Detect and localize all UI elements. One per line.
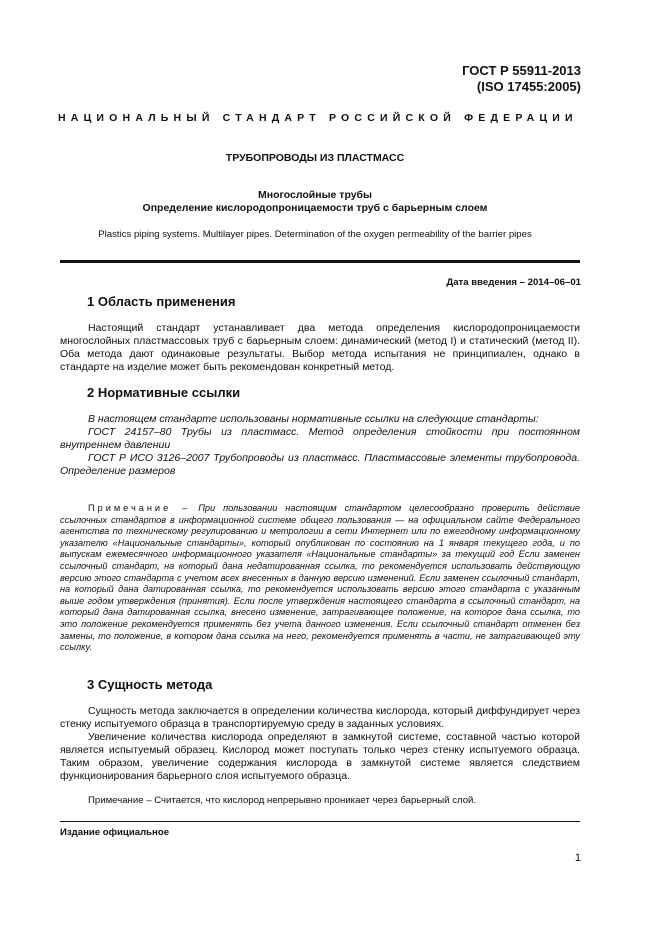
national-standard-banner: НАЦИОНАЛЬНЫЙ СТАНДАРТ РОССИЙСКОЙ ФЕДЕРАЦИИ [58, 112, 578, 124]
section-3-paragraph-1: Сущность метода заключается в определении количества кислорода, который диффундирует через стенку испытуемого образца в транспортируемую среду в заданных условиях. [60, 705, 580, 730]
note-text: – Считается, что кислород непрерывно проникает через барьерный слой. [143, 795, 477, 806]
section-3-paragraph-2: Увеличение количества кислорода определяют в замкнутой системе, составной частью которой является испытуемый образец. Кислород может поступать только через стенку испытуемого образца. Таким образом, увеличение содержания кислорода в замкнутой системе является следствием функционирования барьерного слоя испытуемого образца. [60, 731, 580, 782]
standard-code: ГОСТ Р 55911-2013 [462, 63, 581, 78]
reference-gost-24157: ГОСТ 24157–80 Трубы из пластмасс. Метод определения стойкости при постоянном внутреннем давлении [60, 426, 580, 451]
official-edition: Издание официальное [60, 827, 170, 838]
section-1-heading: 1 Область применения [87, 294, 236, 309]
section-3-heading: 3 Сущность метода [87, 677, 213, 692]
iso-code: (ISO 17455:2005) [476, 79, 581, 94]
english-title: Plastics piping systems. Multilayer pipes. Determination of the oxygen permeability of the barrier pipes [98, 229, 532, 240]
footer-divider [60, 821, 580, 822]
section-2-intro: В настоящем стандарте использованы нормативные ссылки на следующие стандарты: [88, 413, 539, 425]
document-subtitle-1: Многослойные трубы [257, 189, 373, 201]
note-label: Примечание – [88, 503, 191, 513]
document-subtitle-2: Определение кислородопроницаемости труб с барьерным слоем [142, 202, 488, 214]
note-label: Примечание [88, 795, 144, 806]
section-2-heading: 2 Нормативные ссылки [87, 385, 241, 400]
document-title: ТРУБОПРОВОДЫ ИЗ ПЛАСТМАСС [225, 152, 405, 164]
section-1-text: Настоящий стандарт устанавливает два метода определения кислородопроницаемости многослойных пластмассовых труб с барьерным слоем: динамический (метод I) и статический (метод II). Оба метода дают одинаковые результаты. Выбор метода испытания не принципиален, однако в стандарте на изделие может быть рекомендован конкретный метод. [60, 322, 580, 373]
title-divider [60, 260, 580, 263]
page-number: 1 [574, 852, 581, 864]
reference-gost-r-iso-3126: ГОСТ Р ИСО 3126–2007 Трубопроводы из пластмасс. Пластмассовые элементы трубопровода. Определение размеров [60, 452, 580, 477]
introduction-date: Дата введения – 2014–06–01 [446, 277, 581, 288]
section-3-note [60, 794, 580, 807]
note-text: При пользовании настоящим стандартом целесообразно проверить действие ссылочных стандартов в информационной системе общего пользования — на официальном сайте Федерального агентства по техническому регулированию и метрологии в сети Интернет или по ежегодному информационному указателю «Национальные стандарты», который опубликован по состоянию на 1 января текущего года, и по выпускам ежемесячного информационного указателя «Национальные стандарты» за текущий год Если заменен ссылочный стандарт, на который дана недатированная ссылка, то рекомендуется использовать действующую версию этого стандарта с учетом всех внесенных в данную версию изменений. Если заменен ссылочный стандарт, на который дана датированная ссылка, то рекомендуется использовать версию этого стандарта с указанным выше годом утверждения (принятия). Если после утверждения настоящего стандарта в ссылочный стандарт, на который дана датированная ссылка, внесено изменение, затрагивающее положение, на которое дана ссылка, то это положение рекомендуется применять без учета данного изменения. Если ссылочный стандарт отменен без замены, то положение, в котором дана ссылка на него, рекомендуется применять в части, не затрагивающей эту ссылку. [60, 503, 580, 653]
section-2-note [60, 503, 580, 654]
